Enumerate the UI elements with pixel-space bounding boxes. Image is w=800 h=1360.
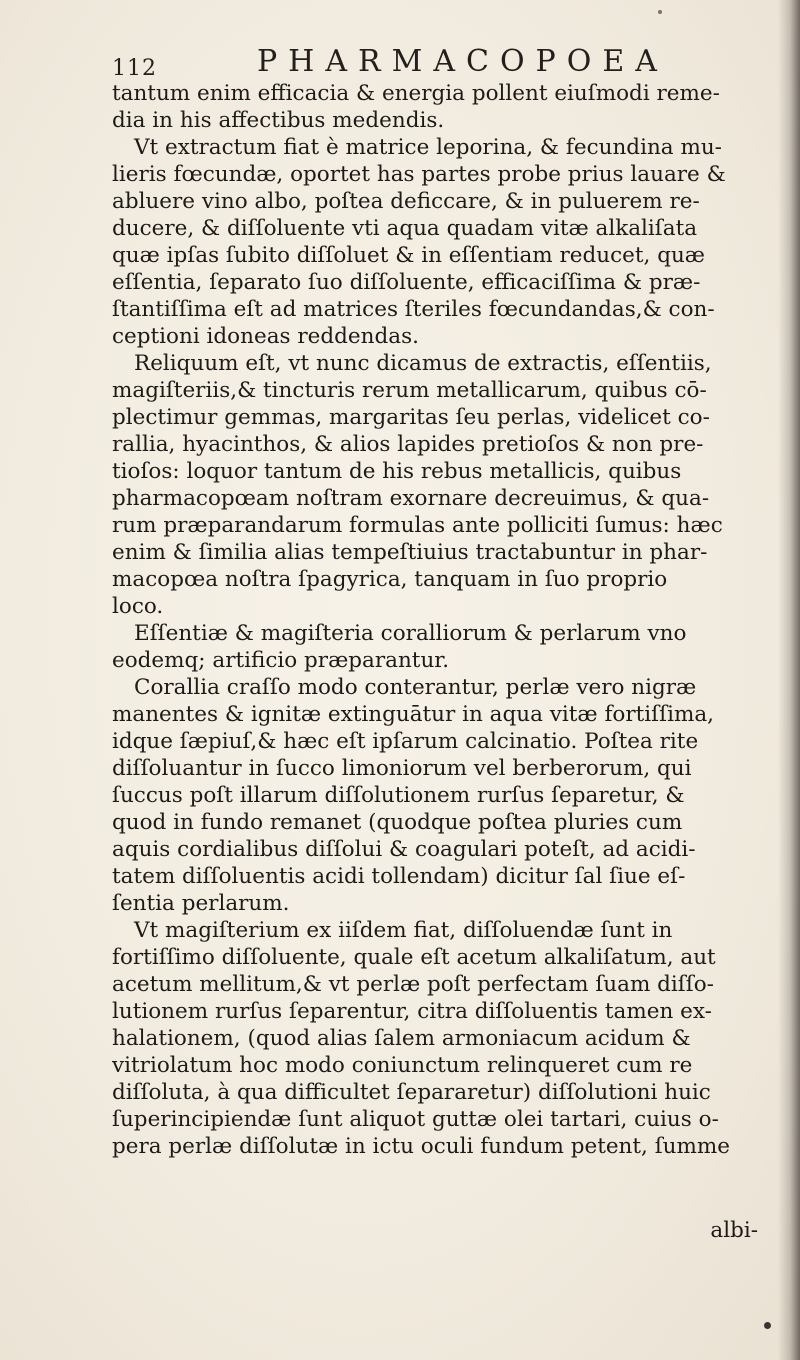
running-head: PHARMACOPOEA (257, 44, 668, 79)
text-line: magiſteriis,& tincturis rerum metallicarum, quibus cō- (112, 378, 707, 403)
text-line: ſentia perlarum. (112, 891, 290, 916)
text-line: Corallia craſſo modo conterantur, perlæ vero nigræ (134, 675, 697, 700)
text-line: pharmacopœam noſtram exornare decreuimus, & qua- (112, 486, 710, 511)
text-line: eodemq; artificio præparantur. (112, 648, 450, 673)
text-line: eſſentia, ſeparato ſuo diſſoluente, efficaciſſima & præ- (112, 270, 701, 295)
page-number: 112 (112, 56, 157, 81)
text-line: macopœa noſtra ſpagyrica, tanquam in ſuo proprio (112, 567, 668, 592)
text-line: ſuccus poſt illarum diſſolutionem rurſus ſeparetur, & (112, 783, 685, 808)
text-line: ducere, & diſſoluente vti aqua quadam vitæ alkaliſata (112, 216, 698, 241)
text-line: tatem diſſoluentis acidi tollendam) dicitur ſal ſiue eſ- (112, 864, 686, 889)
text-line: tioſos: loquor tantum de his rebus metallicis, quibus (112, 459, 682, 484)
text-line: pera perlæ diſſolutæ in ictu oculi fundum petent, ſumme (112, 1134, 731, 1159)
text-line: abluere vino albo, poſtea deficcare, & in puluerem re- (112, 189, 700, 214)
text-line: lieris fœcundæ, oportet has partes probe prius lauare & (112, 162, 726, 187)
ink-spot (658, 10, 662, 14)
text-line: Eſſentiæ & magiſteria coralliorum & perlarum vno (134, 621, 687, 646)
text-line: loco. (112, 594, 164, 619)
text-line: Vt extractum fiat è matrice leporina, & fecundina mu- (134, 135, 722, 160)
text-line: aquis cordialibus diſſolui & coagulari poteſt, ad acidi- (112, 837, 696, 862)
text-line: rum præparandarum formulas ante polliciti ſumus: hæc (112, 513, 723, 538)
text-line: ſtantiſſima eſt ad matrices ſteriles fœcundandas,& con- (112, 297, 715, 322)
text-line: diſſoluta, à qua difficultet ſepararetur) diſſolutioni huic (112, 1080, 711, 1105)
text-line: quod in fundo remanet (quodque poſtea pluries cum (112, 810, 683, 835)
text-line: lutionem rurſus ſeparentur, citra diſſoluentis tamen ex- (112, 999, 712, 1024)
text-line: fortiſſimo diſſoluente, quale eſt acetum alkaliſatum, aut (112, 945, 716, 970)
text-line: idque ſæpiuſ,& hæc eſt ipſarum calcinatio. Poſtea rite (112, 729, 699, 754)
text-line: quæ ipſas ſubito diſſoluet & in eſſentiam reducet, quæ (112, 243, 706, 268)
text-line: dia in his affectibus medendis. (112, 108, 445, 133)
text-line: Reliquum eſt, vt nunc dicamus de extractis, eſſentiis, (134, 351, 712, 376)
catchword: albi- (710, 1218, 758, 1243)
text-line: plectimur gemmas, margaritas ſeu perlas, videlicet co- (112, 405, 710, 430)
text-line: tantum enim efficacia & energia pollent eiuſmodi reme- (112, 81, 720, 106)
text-line: diſſoluantur in ſucco limoniorum vel berberorum, qui (112, 756, 692, 781)
text-line: manentes & ignitæ extinguātur in aqua vitæ fortiſſima, (112, 702, 714, 727)
text-line: halationem, (quod alias ſalem armoniacum acidum & (112, 1026, 691, 1051)
text-line: rallia, hyacinthos, & alios lapides pretioſos & non pre- (112, 432, 704, 457)
text-line: ceptioni idoneas reddendas. (112, 324, 419, 349)
ink-spot (764, 1322, 771, 1329)
body-text (112, 80, 782, 1160)
text-line: Vt magiſterium ex iiſdem fiat, diſſoluendæ ſunt in (134, 918, 673, 943)
text-line: ſuperincipiendæ ſunt aliquot guttæ olei tartari, cuius o- (112, 1107, 719, 1132)
text-line: vitriolatum hoc modo coniunctum relinqueret cum re (112, 1053, 693, 1078)
page-header (112, 44, 772, 84)
text-line: enim & ſimilia alias tempeſtiuius tractabuntur in phar- (112, 540, 708, 565)
text-line: acetum mellitum,& vt perlæ poſt perfectam ſuam diſſo- (112, 972, 714, 997)
